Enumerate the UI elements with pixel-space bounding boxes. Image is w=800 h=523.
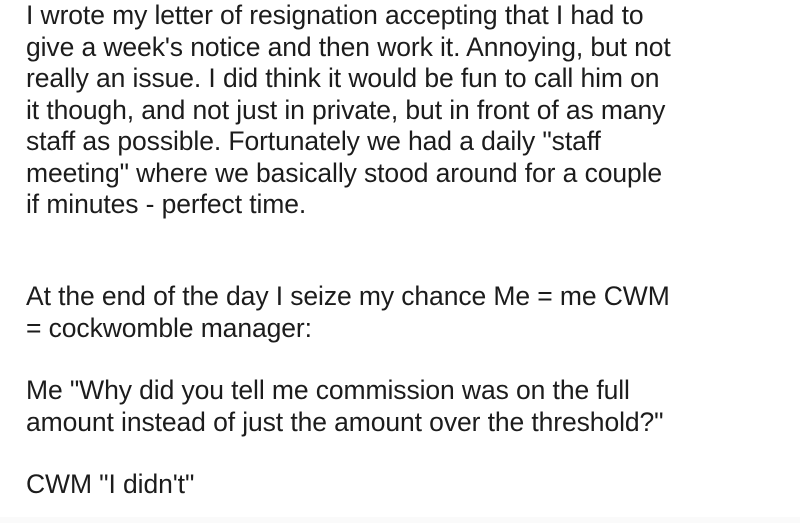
paragraph-me-question [26,375,663,438]
text-line: staff as possible. Fortunately we had a daily "staff [26,126,601,156]
text-line: if minutes - perfect time. [26,189,307,219]
text-line: At the end of the day I seize my chance Me = me CWM [26,281,670,311]
text-line: = cockwomble manager: [26,312,312,343]
text-line: really an issue. I did think it would be fun to call him on [26,63,660,93]
text-line: give a week's notice and then work it. Annoying, but not [26,31,671,62]
paragraph-resignation [26,0,671,221]
bottom-edge [0,517,800,523]
text-line: it though, and not just in private, but in front of as many [26,94,666,125]
text-line: CWM "I didn't" [26,469,195,499]
text-line: meeting" where we basically stood around for a couple [26,157,663,188]
text-line: amount instead of just the amount over the threshold?" [26,406,664,437]
text-line: Me "Why did you tell me commission was on the full [26,375,630,405]
paragraph-cwm-reply [26,469,194,501]
paragraph-end-of-day [26,281,670,344]
text-line: I wrote my letter of resignation accepting that I had to [26,0,644,30]
